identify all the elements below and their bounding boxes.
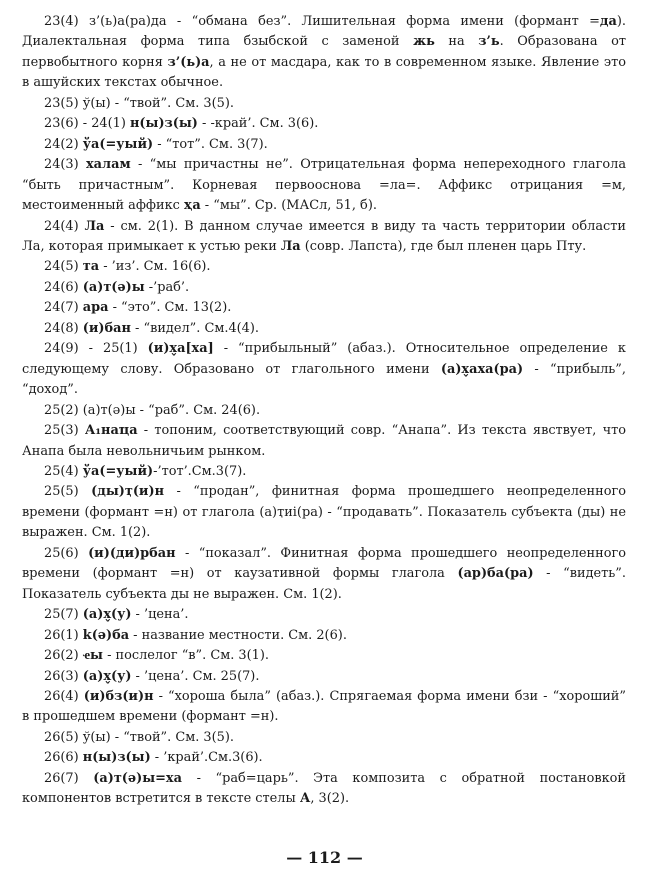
commentary-entry: [22, 94, 626, 114]
entry-text: 26(6): [44, 750, 83, 766]
commentary-entry: [22, 319, 626, 339]
entry-text: - “видел”. См.4(4).: [130, 320, 259, 336]
commentary-entry: [22, 135, 626, 155]
entry-text: 24(7): [44, 300, 83, 316]
headword: з’ь: [478, 34, 500, 50]
entry-text: - топоним, соответствующий совр. “Анапа”. Из текста явствует, что Анапа была невольничьим рынком.: [22, 423, 626, 459]
commentary-text: [22, 12, 626, 810]
entry-text: ). Диалектальная форма типа бзыбской с заменой: [22, 14, 626, 50]
commentary-entry: [22, 646, 626, 666]
headword: та: [82, 259, 100, 275]
entry-text: - “мы”. Ср. (МАСл, 51, б).: [200, 198, 377, 214]
entry-text: 25(4): [44, 463, 83, 479]
entry-text: 25(2) (а)т(ә)ы - “раб”. См. 24(6).: [44, 402, 261, 418]
headword: (и)х̬а[ха]: [147, 341, 214, 357]
headword: ҽы: [82, 648, 103, 664]
commentary-entry: [22, 748, 626, 768]
entry-text: - “видеть”. Показатель субъекта ды не выражен. См. 1(2).: [22, 566, 626, 602]
entry-text: 26(2): [44, 648, 83, 664]
entry-text: - “хороша была” (абаз.). Спрягаемая форма имени бзи - “хороший” в прошедшем времени (формант =н).: [22, 688, 626, 725]
headword: н(ы)з(ы): [82, 750, 151, 766]
headword: ўа(=уый): [82, 136, 154, 152]
entry-text: , а не от масдара, как то в современном языке. Явление это в ашуйских текстах обычное.: [22, 54, 626, 91]
headword: (а)т(ә)ы: [82, 279, 145, 295]
commentary-entry: [22, 114, 626, 134]
commentary-entry: [22, 421, 626, 462]
headword: А: [299, 791, 311, 807]
entry-text: 26(5) ў(ы) - “твой”. См. 3(5).: [44, 729, 234, 745]
page-number: — 112 —: [286, 848, 363, 867]
commentary-entry: [22, 155, 626, 216]
headword: (а)х̬аха(ра): [440, 361, 524, 377]
entry-text: 24(4): [44, 218, 85, 234]
entry-text: 24(9) - 25(1): [44, 341, 148, 357]
entry-text: -’раб’.: [144, 279, 190, 295]
entry-text: 26(7): [44, 770, 94, 786]
headword: А₁наҵа: [84, 423, 138, 439]
entry-text: 24(8): [44, 320, 83, 336]
entry-text: 24(3): [44, 157, 86, 173]
commentary-entry: [22, 278, 626, 298]
entry-text: - “тот”. См. 3(7).: [153, 136, 268, 152]
commentary-entry: [22, 462, 626, 482]
entry-text: - “продан”, финитная форма прошедшего неопределенного времени (формант =н) от глагола (а)ҭиі(ра) - “продавать”. Показатель субъекта (ды) не выражен. См. 1(2).: [22, 484, 626, 541]
commentary-entry: [22, 605, 626, 625]
entry-text: -’тот’.См.3(7).: [153, 463, 247, 479]
commentary-entry: [22, 401, 626, 421]
commentary-entry: [22, 12, 626, 94]
headword: (а)т(ә)ы=ха: [93, 770, 182, 786]
headword: (а)х̬(у): [82, 607, 132, 623]
entry-text: - название местности. См. 2(6).: [129, 627, 347, 643]
headword: ҳа: [183, 198, 201, 214]
commentary-entry: [22, 298, 626, 318]
entry-text: . Образована от первобытного корня: [22, 34, 626, 70]
headword: (и)бан: [82, 320, 131, 336]
entry-text: на: [434, 34, 479, 50]
entry-text: - ’из’. См. 16(6).: [99, 259, 211, 275]
headword: халам: [85, 157, 131, 173]
entry-text: - “это”. См. 13(2).: [108, 300, 232, 316]
entry-text: 23(5) ў(ы) - “твой”. См. 3(5).: [44, 95, 234, 111]
entry-text: 26(3): [44, 668, 83, 684]
headword: ўа(=уый): [82, 463, 154, 479]
entry-text: 24(2): [44, 136, 83, 152]
commentary-entry: [22, 257, 626, 277]
entry-text: - “прибыльный” (абаз.). Относительное определение к следующему слову. Образовано от глагольного имени: [22, 341, 626, 377]
entry-text: 26(1): [44, 627, 83, 643]
headword: з’(ь)а: [167, 54, 210, 70]
headword: н(ы)з(ы): [129, 116, 198, 132]
headword: Ла: [280, 238, 301, 254]
entry-text: - см. 2(1). В данном случае имеется в виду та часть территории области Ла, которая примыкает к устью реки: [22, 218, 626, 254]
commentary-entry: [22, 339, 626, 400]
headword: Ла: [84, 218, 105, 234]
commentary-entry: [22, 667, 626, 687]
commentary-entry: [22, 687, 626, 728]
entry-text: 25(3): [44, 423, 85, 439]
commentary-entry: [22, 769, 626, 810]
entry-text: - ’цена’.: [131, 607, 189, 623]
entry-text: , 3(2).: [310, 791, 350, 807]
entry-text: 24(6): [44, 279, 83, 295]
entry-text: 23(6) - 24(1): [44, 116, 130, 132]
headword: (ар)ба(ра): [457, 566, 534, 582]
entry-text: 25(6): [44, 545, 89, 561]
headword: да: [599, 14, 617, 29]
entry-text: - -край’. См. 3(6).: [197, 116, 319, 132]
headword: (и)бз(и)н: [83, 688, 154, 704]
entry-text: 24(5): [44, 259, 83, 275]
headword: ара: [82, 300, 109, 316]
entry-text: - послелог “в”. См. 3(1).: [102, 648, 269, 664]
headword: (ды)ҭ(и)н: [91, 484, 165, 500]
headword: (а)х̬(у): [82, 668, 132, 684]
commentary-entry: [22, 544, 626, 605]
commentary-entry: [22, 482, 626, 543]
entry-text: 25(5): [44, 484, 92, 500]
entry-text: - ’край’.См.3(6).: [150, 750, 263, 766]
entry-text: 25(7): [44, 607, 83, 623]
commentary-entry: [22, 728, 626, 748]
entry-text: - ’цена’. См. 25(7).: [131, 668, 260, 684]
entry-text: - “прибыль”, “доход”.: [22, 361, 626, 398]
commentary-entry: [22, 626, 626, 646]
headword: k(ә)ба: [82, 627, 130, 643]
commentary-entry: [22, 217, 626, 258]
entry-text: - “раб=царь”. Эта композита с обратной постановкой компонентов встретится в тексте стелы: [22, 770, 626, 807]
entry-text: 23(4) з’(ь)а(ра)да - “обмана без”. Лишительная форма имени (формант =: [44, 14, 600, 29]
headword: жь: [413, 34, 435, 50]
headword: (и)(ди)рбан: [88, 545, 176, 561]
entry-text: - “мы причастны не”. Отрицательная форма непереходного глагола “быть причастным”. Корневая первооснова =ла=. Аффикс отрицания =м, местоименный аффикс: [22, 157, 626, 214]
entry-text: 26(4): [44, 688, 84, 704]
entry-text: - “показал”. Финитная форма прошедшего неопределенного времени (формант =н) от каузативной формы глагола: [22, 545, 626, 582]
entry-text: (совр. Лапста), где был пленен царь Пту.: [300, 238, 587, 254]
